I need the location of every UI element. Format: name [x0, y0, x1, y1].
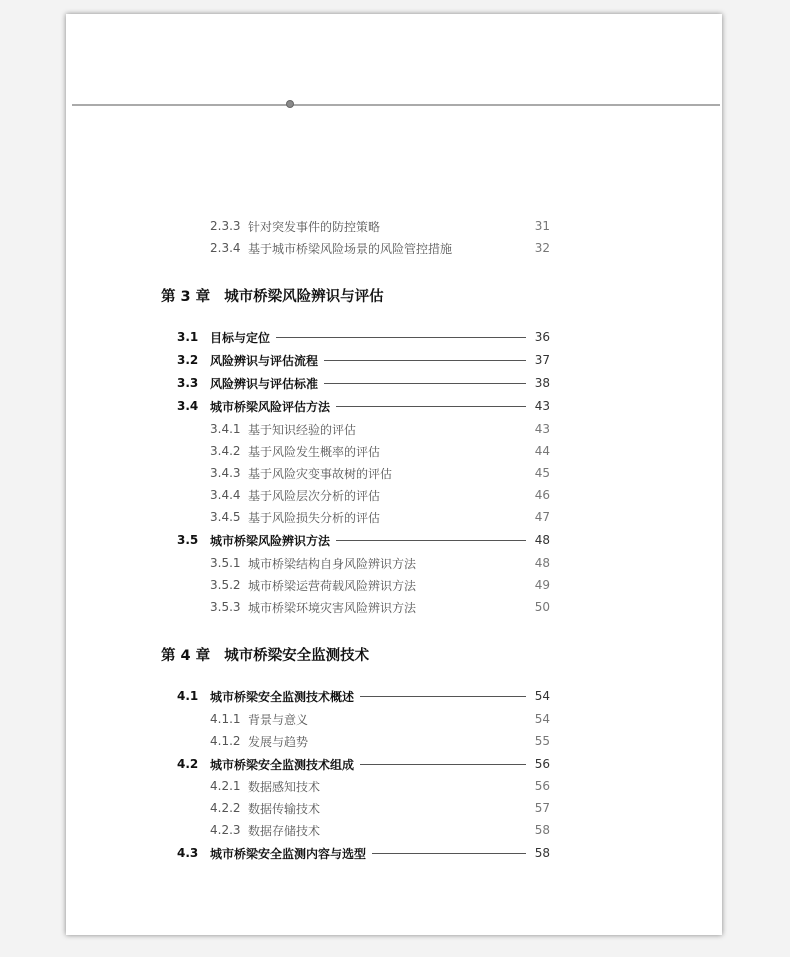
toc-entry-number: 3.4.3 — [210, 466, 241, 480]
toc-entry-2-3-4[interactable] — [210, 238, 550, 258]
toc-entry-number: 3.5.3 — [210, 600, 241, 614]
toc-entry-4-2-3[interactable] — [210, 820, 550, 840]
toc-entry-title: 基于知识经验的评估 — [248, 422, 357, 437]
toc-entry-number: 3.1 — [177, 330, 199, 344]
toc-entry-page: 58 — [534, 846, 550, 860]
table-of-contents — [66, 14, 722, 935]
toc-entry-3-5-2[interactable] — [210, 575, 550, 595]
leader-line — [360, 764, 526, 765]
toc-entry-3-4-4[interactable] — [210, 485, 550, 505]
chapter-title: 城市桥梁安全监测技术 — [224, 647, 370, 664]
toc-entry-title: 城市桥梁运营荷载风险辨识方法 — [248, 578, 417, 593]
toc-entry-4-1-1[interactable] — [210, 709, 550, 729]
chapter-number: 第 3 章 — [161, 288, 211, 305]
leader-line — [276, 337, 526, 338]
toc-entry-title: 城市桥梁结构自身风险辨识方法 — [248, 556, 417, 571]
toc-entry-title: 基于风险层次分析的评估 — [248, 488, 381, 503]
toc-entry-title: 基于风险发生概率的评估 — [248, 444, 381, 459]
toc-entry-number: 3.3 — [177, 376, 199, 390]
toc-entry-title: 基于风险损失分析的评估 — [248, 510, 381, 525]
toc-entry-4-3[interactable] — [177, 843, 550, 863]
toc-entry-title: 数据传输技术 — [248, 801, 321, 816]
toc-entry-title: 风险辨识与评估流程 — [210, 353, 319, 368]
toc-entry-title: 城市桥梁安全监测内容与选型 — [210, 846, 367, 861]
toc-entry-4-1-2[interactable] — [210, 731, 550, 751]
toc-entry-number: 3.2 — [177, 353, 199, 367]
toc-entry-number: 4.1.1 — [210, 712, 241, 726]
toc-entry-page: 45 — [534, 466, 550, 480]
toc-entry-page: 47 — [534, 510, 550, 524]
toc-entry-title: 数据感知技术 — [248, 779, 321, 794]
toc-entry-number: 4.2 — [177, 757, 199, 771]
toc-entry-page: 54 — [534, 712, 550, 726]
leader-line — [336, 540, 526, 541]
toc-entry-number: 2.3.3 — [210, 219, 241, 233]
toc-entry-page: 32 — [534, 241, 550, 255]
toc-entry-title: 发展与趋势 — [248, 734, 309, 749]
toc-entry-3-4-3[interactable] — [210, 463, 550, 483]
toc-entry-title: 目标与定位 — [210, 330, 271, 345]
toc-entry-3-4-1[interactable] — [210, 419, 550, 439]
toc-entry-number: 3.5.2 — [210, 578, 241, 592]
toc-entry-4-2-2[interactable] — [210, 798, 550, 818]
toc-entry-number: 4.2.1 — [210, 779, 241, 793]
book-page — [66, 14, 722, 935]
toc-entry-title: 数据存储技术 — [248, 823, 321, 838]
toc-entry-3-3[interactable] — [177, 373, 550, 393]
toc-entry-3-5[interactable] — [177, 530, 550, 550]
toc-entry-number: 3.4.5 — [210, 510, 241, 524]
chapter-title: 城市桥梁风险辨识与评估 — [224, 288, 384, 305]
toc-entry-3-1[interactable] — [177, 327, 550, 347]
toc-entry-page: 57 — [534, 801, 550, 815]
toc-entry-3-5-3[interactable] — [210, 597, 550, 617]
toc-entry-title: 背景与意义 — [248, 712, 309, 727]
toc-entry-page: 55 — [534, 734, 550, 748]
toc-entry-title: 针对突发事件的防控策略 — [248, 219, 381, 234]
toc-entry-4-2-1[interactable] — [210, 776, 550, 796]
toc-entry-title: 城市桥梁安全监测技术组成 — [210, 757, 355, 772]
leader-line — [360, 696, 526, 697]
toc-entry-number: 3.4.2 — [210, 444, 241, 458]
toc-entry-number: 3.4.4 — [210, 488, 241, 502]
toc-entry-number: 4.3 — [177, 846, 199, 860]
toc-entry-3-2[interactable] — [177, 350, 550, 370]
toc-entry-page: 48 — [534, 556, 550, 570]
toc-entry-number: 3.4.1 — [210, 422, 241, 436]
toc-entry-page: 56 — [534, 779, 550, 793]
toc-entry-page: 58 — [534, 823, 550, 837]
toc-entry-3-5-1[interactable] — [210, 553, 550, 573]
toc-entry-number: 2.3.4 — [210, 241, 241, 255]
leader-line — [336, 406, 526, 407]
toc-entry-3-4[interactable] — [177, 396, 550, 416]
toc-entry-title: 基于风险灾变事故树的评估 — [248, 466, 393, 481]
toc-entry-page: 54 — [534, 689, 550, 703]
toc-entry-page: 56 — [534, 757, 550, 771]
toc-entry-number: 3.5.1 — [210, 556, 241, 570]
toc-entry-page: 38 — [534, 376, 550, 390]
toc-entry-2-3-3[interactable] — [210, 216, 550, 236]
toc-entry-title: 风险辨识与评估标准 — [210, 376, 319, 391]
toc-entry-title: 城市桥梁安全监测技术概述 — [210, 689, 355, 704]
toc-entry-page: 46 — [534, 488, 550, 502]
toc-entry-page: 49 — [534, 578, 550, 592]
toc-entry-4-1[interactable] — [177, 686, 550, 706]
leader-line — [372, 853, 526, 854]
chapter-3-heading[interactable] — [161, 284, 384, 306]
toc-entry-number: 4.2.2 — [210, 801, 241, 815]
toc-entry-4-2[interactable] — [177, 754, 550, 774]
toc-entry-number: 4.2.3 — [210, 823, 241, 837]
leader-line — [324, 360, 526, 361]
leader-line — [324, 383, 526, 384]
toc-entry-page: 44 — [534, 444, 550, 458]
toc-entry-number: 3.4 — [177, 399, 199, 413]
toc-entry-page: 36 — [534, 330, 550, 344]
toc-entry-3-4-2[interactable] — [210, 441, 550, 461]
toc-entry-title: 城市桥梁风险评估方法 — [210, 399, 331, 414]
toc-entry-number: 4.1 — [177, 689, 199, 703]
toc-entry-number: 4.1.2 — [210, 734, 241, 748]
toc-entry-title: 城市桥梁风险辨识方法 — [210, 533, 331, 548]
toc-entry-page: 50 — [534, 600, 550, 614]
toc-entry-page: 48 — [534, 533, 550, 547]
toc-entry-page: 31 — [534, 219, 550, 233]
toc-entry-title: 基于城市桥梁风险场景的风险管控措施 — [248, 241, 453, 256]
toc-entry-page: 43 — [534, 422, 550, 436]
chapter-4-heading[interactable] — [161, 643, 369, 665]
toc-entry-page: 43 — [534, 399, 550, 413]
toc-entry-page: 37 — [534, 353, 550, 367]
toc-entry-number: 3.5 — [177, 533, 199, 547]
chapter-number: 第 4 章 — [161, 647, 211, 664]
toc-entry-3-4-5[interactable] — [210, 507, 550, 527]
toc-entry-title: 城市桥梁环境灾害风险辨识方法 — [248, 600, 417, 615]
